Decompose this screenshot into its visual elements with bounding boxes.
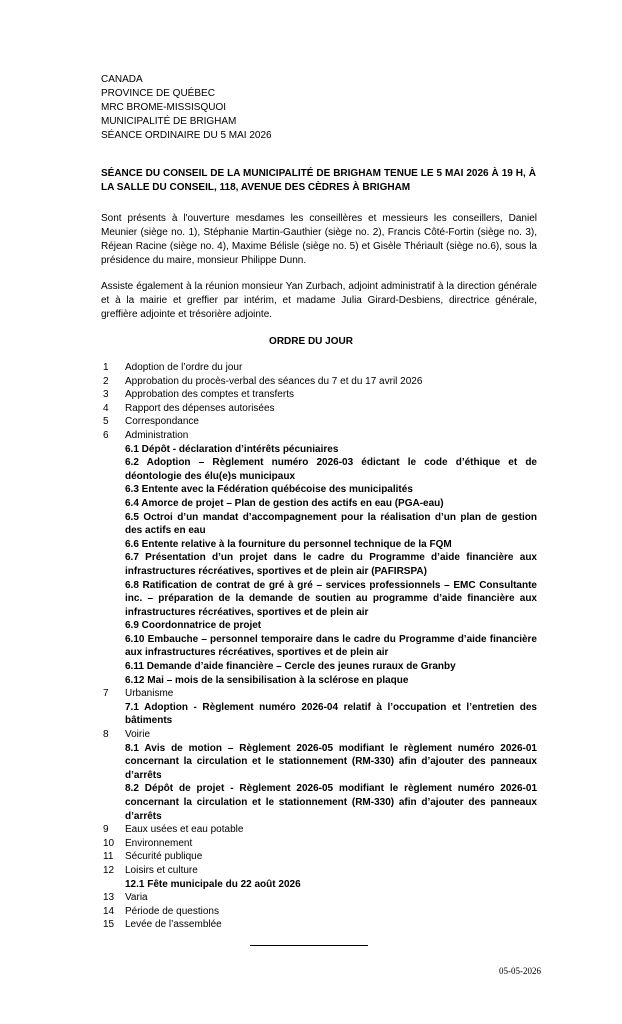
agenda-subitem: 12.1 Fête municipale du 22 août 2026 <box>125 878 301 890</box>
session-title: SÉANCE DU CONSEIL DE LA MUNICIPALITÉ DE BRIGHAM TENUE LE 5 MAI 2026 À 19 H, À LA SALLE DU CONSEIL, 118, AVENUE DES CÈDRES À BRIGHAM <box>101 168 536 193</box>
agenda-item <box>101 918 537 932</box>
agenda-item-number: 12 <box>103 864 115 876</box>
agenda-item-label: Administration <box>125 429 189 441</box>
agenda-subitem: 6.10 Embauche – personnel temporaire dans le cadre du Programme d’aide financière aux infrastructures récréatives, sportives et de plein air <box>125 633 537 659</box>
agenda-item <box>101 850 537 864</box>
separator-line <box>250 945 368 946</box>
header-line: CANADA <box>101 74 143 85</box>
agenda-item-label: Sécurité publique <box>125 851 203 863</box>
agenda-item <box>101 823 537 837</box>
agenda-item-number: 14 <box>103 905 115 917</box>
agenda-subitem: 8.2 Dépôt de projet - Règlement 2026-05 modifiant le règlement numéro 2026-01 concernant la circulation et le stationnement (RM-330) afin d’ajouter des panneaux d’arrêts <box>125 783 537 822</box>
agenda-item <box>101 361 537 375</box>
agenda-item-number: 6 <box>103 429 109 441</box>
agenda-item-number: 1 <box>103 362 109 373</box>
agenda-item <box>101 388 537 402</box>
agenda-item <box>101 402 537 416</box>
agenda-item-number: 9 <box>103 824 109 836</box>
agenda-item <box>101 864 537 878</box>
agenda-item-label: Loisirs et culture <box>125 864 198 876</box>
agenda-item <box>101 429 537 443</box>
agenda-item-label: Eaux usées et eau potable <box>125 824 244 836</box>
agenda-item-number: 7 <box>103 688 109 700</box>
agenda-list <box>101 361 537 932</box>
agenda-item-label: Urbanisme <box>125 688 174 700</box>
agenda-item-number: 10 <box>103 837 115 849</box>
agenda-item-label: Voirie <box>125 729 151 741</box>
agenda-item-label: Varia <box>125 892 148 904</box>
agenda-item <box>101 905 537 919</box>
agenda-item-number: 11 <box>103 851 114 863</box>
agenda-item-label: Période de questions <box>125 905 219 917</box>
agenda-subitem: 6.2 Adoption – Règlement numéro 2026-03 édictant le code d’éthique et de déontologie des élu(e)s municipaux <box>125 457 537 482</box>
agenda-subitem: 6.4 Amorce de projet – Plan de gestion des actifs en eau (PGA-eau) <box>125 497 444 509</box>
agenda-subitem: 7.1 Adoption - Règlement numéro 2026-04 relatif à l’occupation et l’entretien des bâtiments <box>125 701 537 727</box>
agenda-subitem: 6.8 Ratification de contrat de gré à gré – services professionnels – EMC Consultante inc. – préparation de la demande de soutien au programme d’aide financière aux infrastructures récréatives, sportives et de plein air <box>125 579 537 618</box>
agenda-item-number: 2 <box>103 375 109 387</box>
agenda-item <box>101 415 537 429</box>
agenda-subitem: 6.7 Présentation d’un projet dans le cadre du Programme d’aide financière aux infrastructures récréatives, sportives et de plein air (PAFIRSPA) <box>125 552 537 577</box>
agenda-item-number: 8 <box>103 729 109 741</box>
agenda-subitem: 6.1 Dépôt - déclaration d’intérêts pécuniaires <box>125 443 339 455</box>
agenda-subitem: 6.5 Octroi d’un mandat d’accompagnement pour la réalisation d’un plan de gestion des actifs en eau <box>125 511 537 537</box>
agenda-item-label: Approbation du procès-verbal des séances du 7 et du 17 avril 2026 <box>125 375 423 387</box>
staff-paragraph: Assiste également à la réunion monsieur Yan Zurbach, adjoint administratif à la direction générale et à la mairie et greffier par intérim, et madame Julia Girard-Desbiens, directrice générale, greffière adjointe et trésorière adjointe. <box>101 281 537 320</box>
agenda-item-number: 5 <box>103 416 109 428</box>
agenda-item <box>101 728 537 742</box>
agenda-item-label: Approbation des comptes et transferts <box>125 389 294 401</box>
agenda-item-label: Adoption de l’ordre du jour <box>125 362 243 373</box>
agenda-item <box>101 837 537 851</box>
agenda-item-label: Levée de l’assemblée <box>125 919 222 931</box>
agenda-subitem: 6.3 Entente avec la Fédération québécoise des municipalités <box>125 484 413 496</box>
document-header <box>101 73 272 143</box>
agenda-subitem: 6.9 Coordonnatrice de projet <box>125 620 262 632</box>
header-line: PROVINCE DE QUÉBEC <box>101 88 215 99</box>
header-line: MRC BROME-MISSISQUOI <box>101 102 227 113</box>
agenda-item-number: 4 <box>103 402 109 414</box>
footer-date: 05-05-2026 <box>499 966 541 976</box>
agenda-item-number: 15 <box>103 919 115 931</box>
agenda-subitem: 8.1 Avis de motion – Règlement 2026-05 modifiant le règlement numéro 2026-01 concernant la circulation et le stationnement (RM-330) afin d’ajouter des panneaux d’arrêts <box>125 742 537 781</box>
header-line: MUNICIPALITÉ DE BRIGHAM <box>101 116 237 127</box>
agenda-title: ORDRE DU JOUR <box>269 336 353 347</box>
agenda-subitem: 6.12 Mai – mois de la sensibilisation à la sclérose en plaque <box>125 674 409 686</box>
attendance-paragraph: Sont présents à l'ouverture mesdames les conseillères et messieurs les conseillers, Daniel Meunier (siège no. 1), Stéphanie Martin-Gauthier (siège no. 2), Francis Côté-Fortin (siège no. 3), Réjean Racine (siège no. 4), Maxime Bélisle (siège no. 5) et Gisèle Thériault (siège no.6), sous la présidence du maire, monsieur Philippe Dunn. <box>101 213 537 266</box>
agenda-item-label: Rapport des dépenses autorisées <box>125 402 275 414</box>
agenda-item-number: 3 <box>103 389 109 401</box>
agenda-item-label: Correspondance <box>125 416 199 428</box>
agenda-item <box>101 687 537 701</box>
agenda-item-number: 13 <box>103 892 115 904</box>
agenda-subitem: 6.6 Entente relative à la fourniture du personnel technique de la FQM <box>125 538 452 550</box>
header-line: SÉANCE ORDINAIRE DU 5 MAI 2026 <box>101 130 272 141</box>
agenda-subitem: 6.11 Demande d’aide financière – Cercle des jeunes ruraux de Granby <box>125 661 456 673</box>
agenda-item-label: Environnement <box>125 837 193 849</box>
agenda-item <box>101 375 537 389</box>
agenda-item <box>101 891 537 905</box>
